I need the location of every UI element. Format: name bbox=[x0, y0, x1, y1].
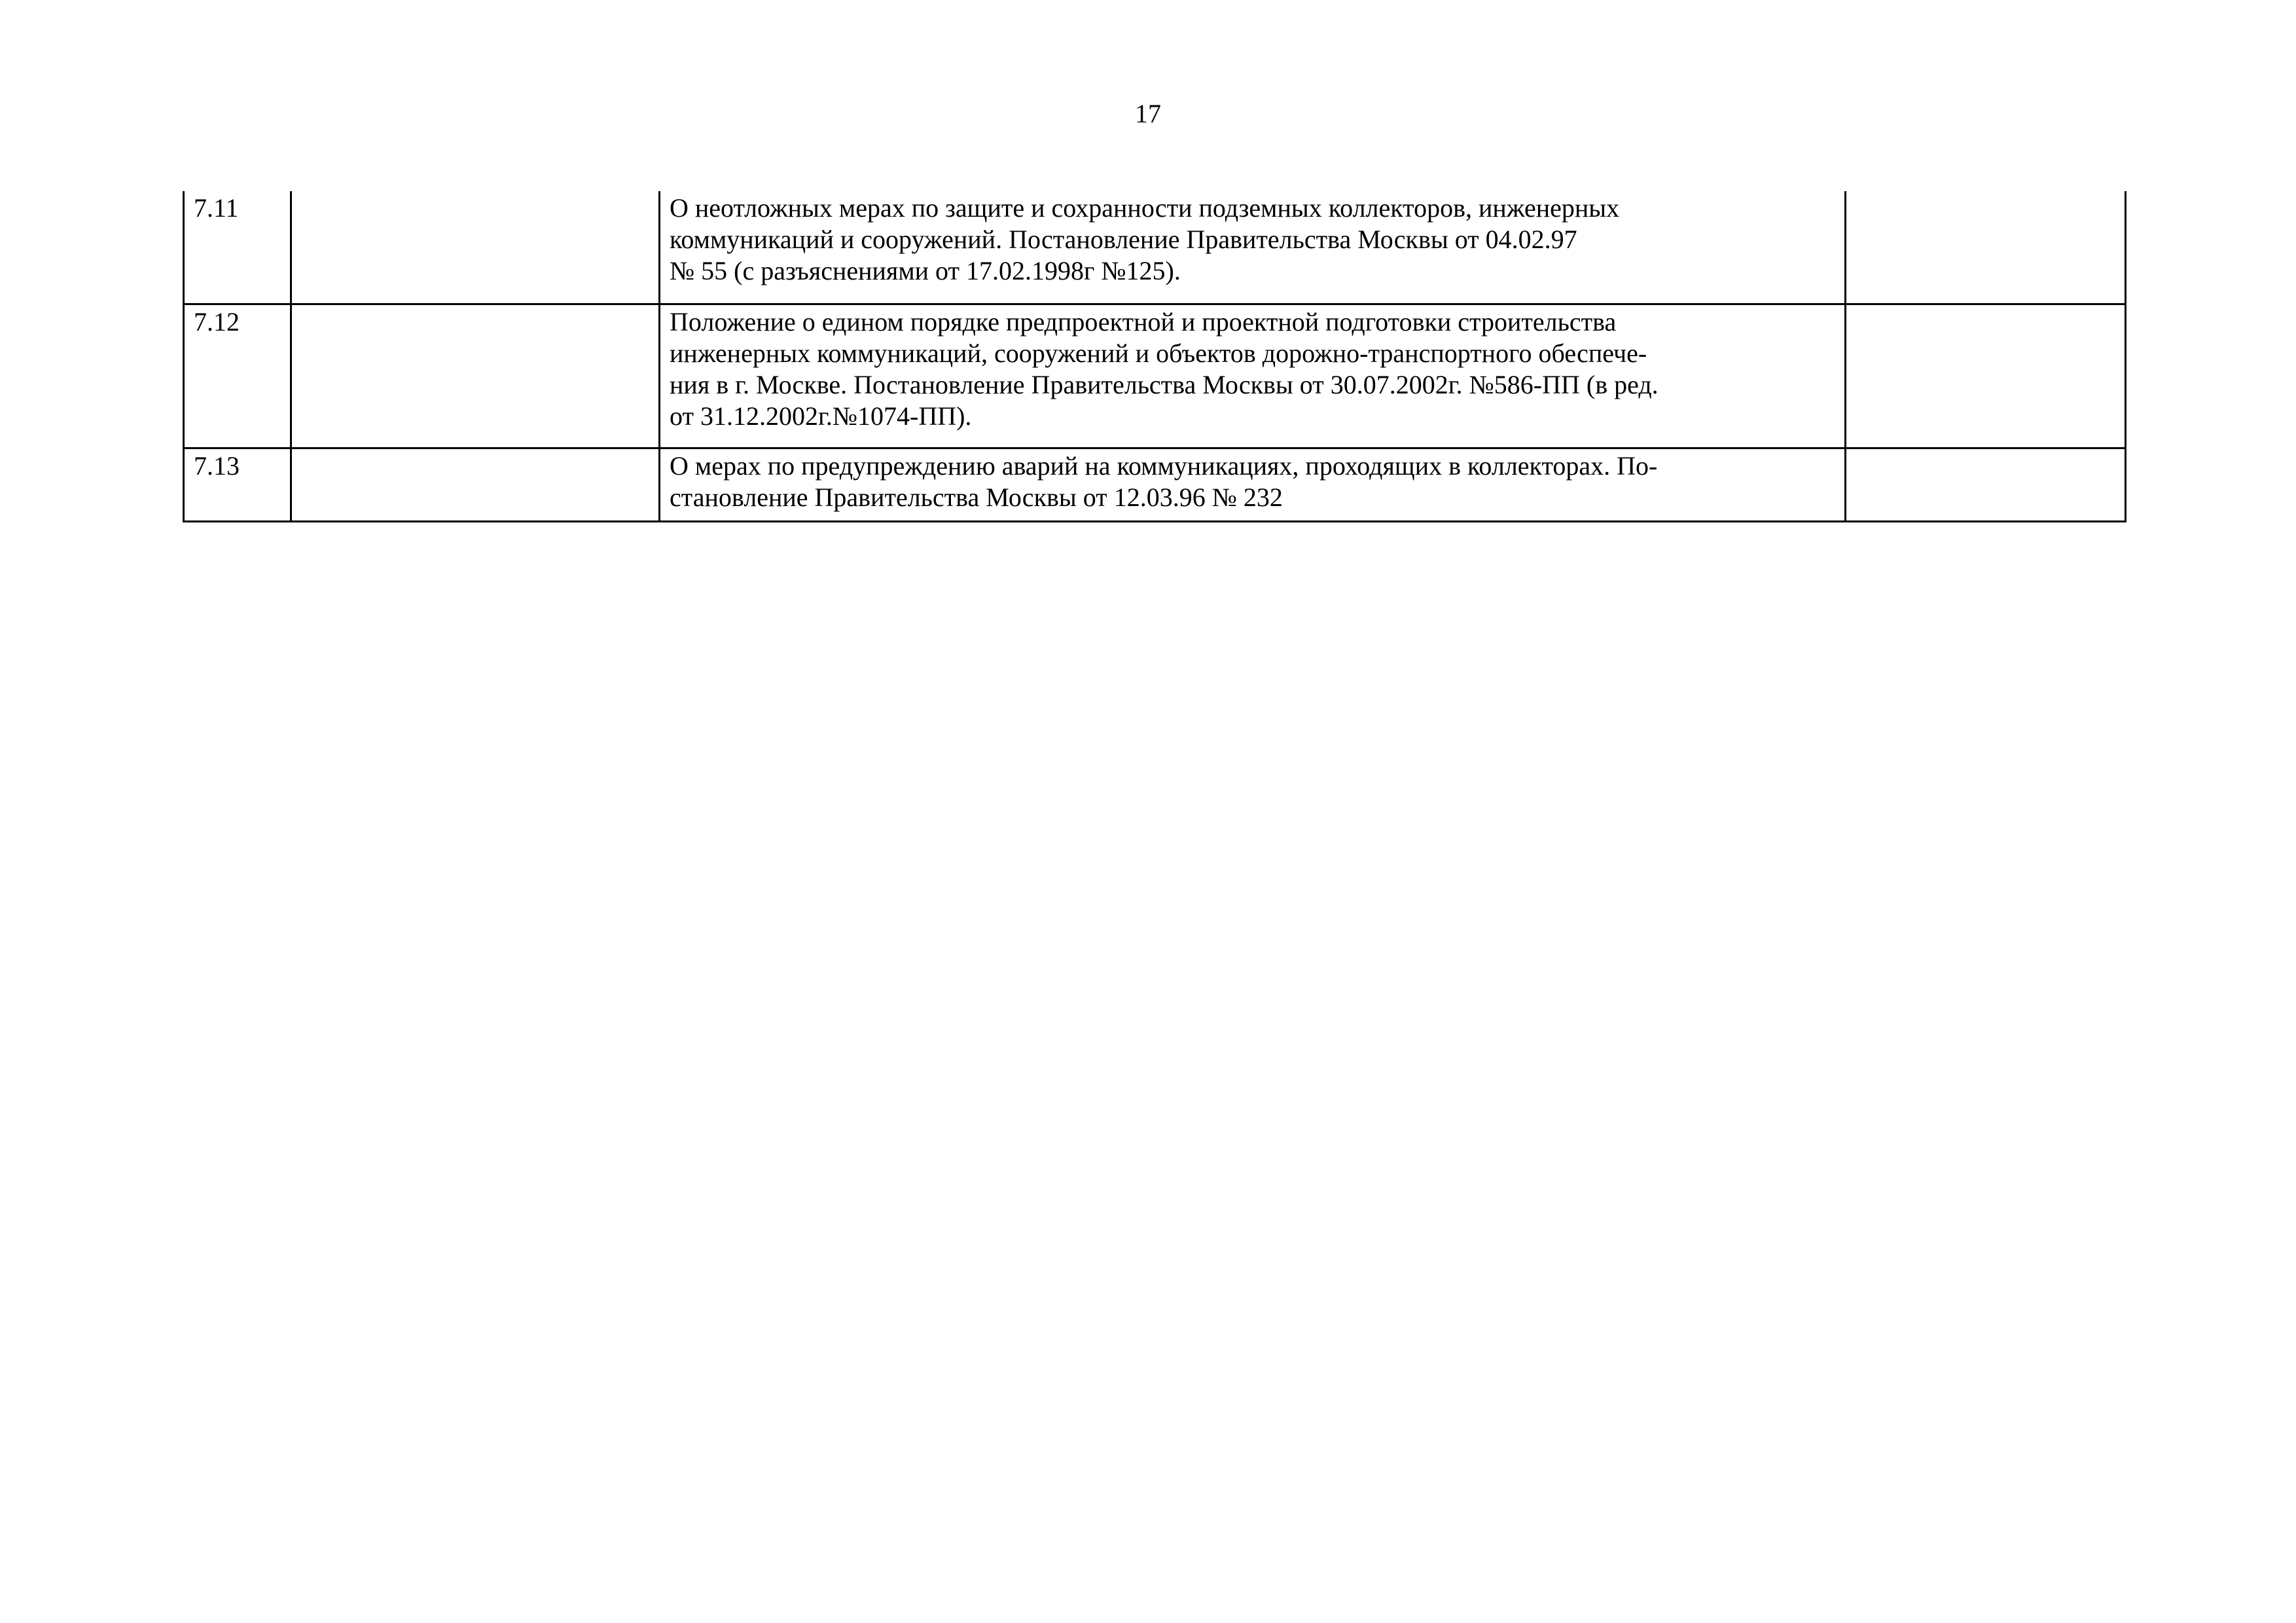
empty-cell bbox=[1846, 191, 2126, 304]
row-number-cell: 7.13 bbox=[184, 448, 291, 521]
empty-cell bbox=[291, 191, 660, 304]
document-title-cell: О мерах по предупреждению аварий на коммуникациях, проходящих в коллекторах. По- становление Правительства Москвы от 12.03.96 № 232 bbox=[660, 448, 1846, 521]
page-number: 17 bbox=[1135, 99, 1161, 128]
table-row bbox=[184, 191, 2126, 304]
empty-cell bbox=[1846, 304, 2126, 448]
row-number-cell: 7.11 bbox=[184, 191, 291, 304]
empty-cell bbox=[291, 304, 660, 448]
table-row bbox=[184, 448, 2126, 521]
empty-cell bbox=[291, 448, 660, 521]
row-number-cell: 7.12 bbox=[184, 304, 291, 448]
regulations-table bbox=[183, 191, 2126, 522]
empty-cell bbox=[1846, 448, 2126, 521]
document-title-cell: О неотложных мерах по защите и сохранности подземных коллекторов, инженерных коммуникаций и сооружений. Постановление Правительства Москвы от 04.02.97 № 55 (с разъяснениями от 17.02.1998г №125). bbox=[660, 191, 1846, 304]
document-title-cell: Положение о едином порядке предпроектной и проектной подготовки строительства инженерных коммуникаций, сооружений и объектов дорожно-транспортного обеспече- ния в г. Москве. Постановление Правительства Москвы от 30.07.2002г. №586-ПП (в ред. от 31.12.2002г.№1074-ПП). bbox=[660, 304, 1846, 448]
table-row bbox=[184, 304, 2126, 448]
